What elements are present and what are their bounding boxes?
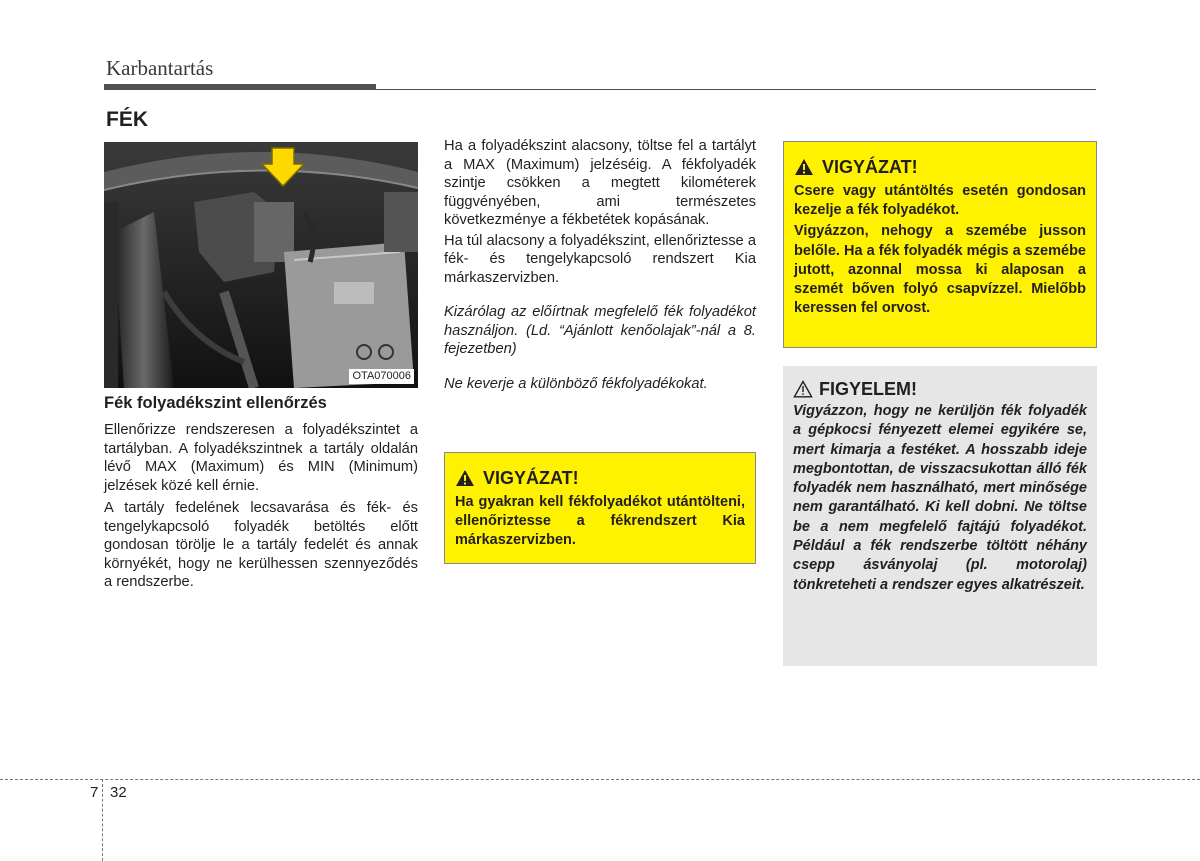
- section-title: Karbantartás: [106, 56, 214, 80]
- note-box: [783, 366, 1097, 666]
- body-paragraph: Ha a folyadékszint alacsony, töltse fel a tartályt a MAX (Maximum) jelzéséig. A fékfolyadék szintje csökken a megtett kilométerek függvényében, ami természetes következménye a fékbetétek kopásának.: [444, 138, 756, 228]
- warning-triangle-icon: [455, 469, 475, 487]
- page-number: 32: [110, 784, 127, 801]
- page-heading: FÉK: [106, 108, 148, 131]
- photo-code: OTA070006: [349, 369, 414, 384]
- body-paragraph: Ellenőrizze rendszeresen a folyadékszintet a tartályban. A folyadékszintnek a tartály oldalán lévő MAX (Maximum) és MIN (Minimum) jelzések közé kell érnie.: [104, 422, 418, 494]
- header-rule-thin: [104, 89, 1096, 90]
- warning-text: Ha gyakran kell fékfolyadékot utántölteni, ellenőriztesse a fékrendszert Kia márkaszervizben.: [455, 494, 745, 549]
- engine-bay-illustration: [104, 142, 418, 388]
- middle-column: [444, 137, 756, 395]
- caution-triangle-icon: [793, 380, 813, 398]
- engine-bay-photo: [104, 142, 418, 388]
- body-paragraph: A tartály fedelének lecsavarása és fék- és tengelykapcsoló folyadék betöltés előtt gondosan törölje le a tartály fedelét és annak környékét, hogy ne kerülhessen szennyeződés a rendszerbe.: [104, 500, 418, 590]
- warning-text: Vigyázzon, nehogy a szemébe jusson belőle. Ha a fék folyadék mégis a szemébe jutott, azonnal mossa ki alaposan a szemét bőven folyó csapvízzel. Mielőbb keressen fel orvost.: [794, 223, 1086, 317]
- warning-box: [783, 141, 1097, 348]
- warning-title-text: VIGYÁZAT!: [822, 157, 918, 177]
- warning-triangle-icon: [794, 158, 814, 176]
- body-paragraph: Ha túl alacsony a folyadékszint, ellenőriztesse a fék- és tengelykapcsoló rendszert Kia márkaszervizben.: [444, 232, 756, 286]
- warning-title-text: VIGYÁZAT!: [483, 468, 579, 488]
- note-title: [793, 378, 1087, 400]
- note-title-text: FIGYELEM!: [819, 379, 917, 399]
- warning-text: Csere vagy utántöltés esetén gondosan kezelje a fék folyadékot.: [794, 183, 1086, 219]
- footer-vertical-divider: [102, 779, 103, 861]
- note-text: Vigyázzon, hogy ne kerüljön fék folyadék a gépkocsi fényezett elemei egyikére se, mert kimarja a festéket. A hosszabb ideje megbontottan, de visszacsukottan álló fék folyadék nem használható, mert minősége nem garantálható. Ki kell dobni. Ne töltse be a nem megfelelő fajtájú folyadékot. Például a fék rendszerbe töltött néhány csepp ásványolaj (pl. motorolaj) tönkreteheti a rendszer egyes alkatrészeit.: [793, 403, 1087, 593]
- warning-box: [444, 452, 756, 564]
- chapter-number: 7: [90, 784, 99, 801]
- left-column: [104, 393, 418, 596]
- italic-paragraph: Kizárólag az előírtnak megfelelő fék folyadékot használjon. (Ld. “Ajánlott kenőolajak”-nál a 8. fejezetben): [444, 304, 756, 357]
- italic-paragraph: Ne keverje a különböző fékfolyadékokat.: [444, 375, 708, 392]
- warning-title: [455, 467, 745, 489]
- footer-divider: [0, 779, 1200, 780]
- subheading: Fék folyadékszint ellenőrzés: [104, 394, 327, 412]
- warning-title: [794, 156, 1086, 178]
